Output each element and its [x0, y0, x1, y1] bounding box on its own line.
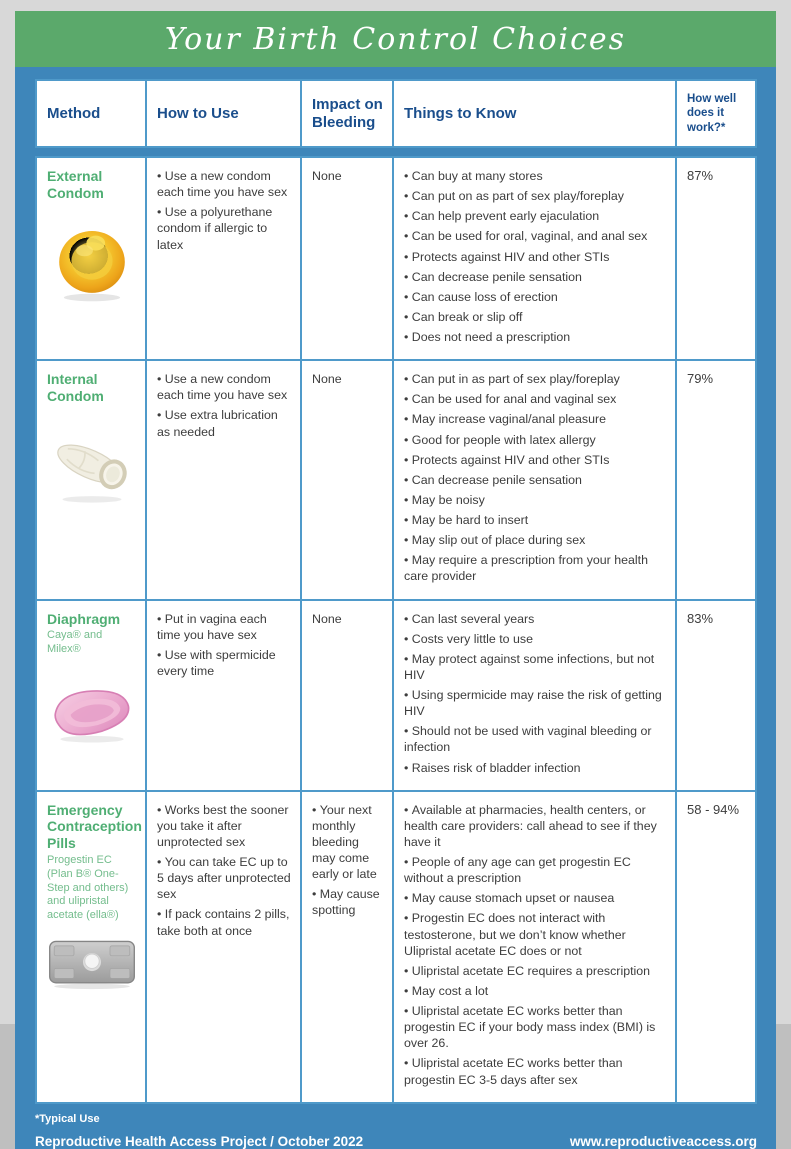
things-to-know-cell — [394, 601, 677, 790]
things-to-know-item: • May be hard to insert — [404, 512, 667, 528]
things-to-know-item: • Can decrease penile sensation — [404, 472, 667, 488]
publisher-credit: Reproductive Health Access Project / October 2022 — [35, 1133, 364, 1149]
website-link[interactable]: www.reproductiveaccess.org — [569, 1133, 757, 1149]
things-to-know-item: • Costs very little to use — [404, 631, 667, 647]
things-to-know-item: • Should not be used with vaginal bleeding or infection — [404, 723, 667, 755]
things-to-know-item: • Can put on as part of sex play/foreplay — [404, 188, 667, 204]
things-to-know-item: • Can be used for oral, vaginal, and anal sex — [404, 228, 667, 244]
impact-item: • Your next monthly bleeding may come early or late — [312, 802, 384, 883]
how-to-use-item: • If pack contains 2 pills, take both at once — [157, 906, 292, 938]
impact-value: None — [312, 372, 342, 387]
column-header-impact-on-bleeding: Impact on Bleeding — [302, 81, 394, 146]
page-title: Your Birth Control Choices — [164, 21, 627, 57]
internal-condom-photo — [47, 415, 137, 515]
impact-on-bleeding-cell — [302, 158, 394, 359]
method-cell — [37, 792, 147, 1102]
external-condom-photo — [47, 212, 137, 308]
effectiveness-cell — [677, 158, 759, 359]
how-to-use-item: • Use a new condom each time you have sex — [157, 168, 292, 200]
effectiveness-value: 87% — [687, 168, 714, 183]
things-to-know-item: • May cost a lot — [404, 983, 667, 999]
things-to-know-item: • Available at pharmacies, health centers, or health care providers: call ahead to see if they have it — [404, 802, 667, 850]
things-to-know-item: • Can put in as part of sex play/foreplay — [404, 371, 667, 387]
column-header-method: Method — [37, 81, 147, 146]
how-to-use-cell — [147, 792, 302, 1102]
things-to-know-item: • May increase vaginal/anal pleasure — [404, 411, 667, 427]
title-bar — [15, 11, 776, 67]
effectiveness-value: 79% — [687, 371, 714, 387]
method-cell — [37, 361, 147, 598]
poster — [15, 11, 776, 1149]
effectiveness-cell — [677, 792, 759, 1102]
method-name: External Condom — [47, 168, 104, 201]
footer-row — [35, 1134, 757, 1149]
how-to-use-item: • Put in vagina each time you have sex — [157, 611, 292, 643]
method-name: Emergency Contraception Pills — [47, 801, 142, 852]
impact-on-bleeding-cell — [302, 601, 394, 790]
impact-value: None — [312, 169, 342, 183]
table-row — [37, 158, 755, 361]
method-name: Diaphragm — [47, 610, 121, 627]
things-to-know-item: • Can break or slip off — [404, 309, 667, 325]
method-cell — [37, 601, 147, 790]
things-to-know-item: • Can decrease penile sensation — [404, 269, 667, 285]
effectiveness-value: 83% — [687, 610, 714, 626]
ec-pill-pack-photo — [47, 933, 137, 993]
how-to-use-cell — [147, 361, 302, 598]
method-name: Internal Condom — [47, 371, 104, 404]
method-subtitle: Progestin EC (Plan B® One-Step and others) and ulipristal acetate (ella®) — [47, 854, 129, 922]
method-subtitle: Caya® and Milex® — [47, 629, 103, 656]
how-to-use-item: • Use a polyurethane condom if allergic to latex — [157, 204, 292, 252]
impact-on-bleeding-cell — [302, 792, 394, 1102]
things-to-know-item: • Raises risk of bladder infection — [404, 760, 667, 776]
things-to-know-item: • Protects against HIV and other STIs — [404, 249, 667, 265]
table-body — [35, 156, 757, 1104]
table-header-row — [35, 79, 757, 148]
method-cell — [37, 158, 147, 359]
column-header-things-to-know: Things to Know — [394, 81, 677, 146]
how-to-use-item: • Use a new condom each time you have sex — [157, 371, 292, 403]
things-to-know-item: • Can last several years — [404, 611, 667, 627]
things-to-know-item: • Does not need a prescription — [404, 329, 667, 345]
things-to-know-item: • May protect against some infections, but not HIV — [404, 651, 667, 683]
things-to-know-item: • Ulipristal acetate EC works better than progestin EC if your body mass index (BMI) is over 26. — [404, 1003, 667, 1051]
things-to-know-item: • Can help prevent early ejaculation — [404, 208, 667, 224]
how-to-use-item: • You can take EC up to 5 days after unprotected sex — [157, 854, 292, 902]
things-to-know-cell — [394, 792, 677, 1102]
things-to-know-item: • Good for people with latex allergy — [404, 432, 667, 448]
column-header-effectiveness: How well does it work?* — [687, 92, 737, 134]
how-to-use-cell — [147, 601, 302, 790]
things-to-know-item: • People of any age can get progestin EC without a prescription — [404, 854, 667, 886]
impact-on-bleeding-cell — [302, 361, 394, 598]
things-to-know-item: • May require a prescription from your health care provider — [404, 552, 667, 584]
how-to-use-item: • Works best the sooner you take it after unprotected sex — [157, 802, 292, 850]
things-to-know-item: • Using spermicide may raise the risk of getting HIV — [404, 687, 667, 719]
typical-use-footnote: *Typical Use — [35, 1112, 100, 1125]
effectiveness-value: 58 - 94% — [687, 801, 740, 817]
things-to-know-item: • Ulipristal acetate EC works better than progestin EC 3-5 days after sex — [404, 1055, 667, 1087]
effectiveness-cell — [677, 361, 759, 598]
things-to-know-item: • May cause stomach upset or nausea — [404, 890, 667, 906]
how-to-use-item: • Use with spermicide every time — [157, 647, 292, 679]
table-area — [15, 67, 776, 1149]
things-to-know-item: • Ulipristal acetate EC requires a prescription — [404, 963, 667, 979]
things-to-know-item: • Can be used for anal and vaginal sex — [404, 391, 667, 407]
things-to-know-item: • Can cause loss of erection — [404, 289, 667, 305]
things-to-know-item: • Progestin EC does not interact with testosterone, but we don’t know whether Ulipristal acetate EC does or not — [404, 910, 667, 958]
things-to-know-item: • May be noisy — [404, 492, 667, 508]
impact-item: • May cause spotting — [312, 886, 384, 918]
things-to-know-item: • Can buy at many stores — [404, 168, 667, 184]
things-to-know-cell — [394, 361, 677, 598]
diaphragm-photo — [47, 667, 137, 753]
header-body-gap — [35, 148, 757, 156]
things-to-know-cell — [394, 158, 677, 359]
column-header-how-to-use: How to Use — [147, 81, 302, 146]
how-to-use-item: • Use extra lubrication as needed — [157, 407, 292, 439]
effectiveness-cell — [677, 601, 759, 790]
things-to-know-item: • May slip out of place during sex — [404, 532, 667, 548]
impact-value: None — [312, 611, 342, 626]
things-to-know-item: • Protects against HIV and other STIs — [404, 452, 667, 468]
table-row — [37, 361, 755, 600]
table-row — [37, 601, 755, 792]
table-row — [37, 792, 755, 1102]
how-to-use-cell — [147, 158, 302, 359]
